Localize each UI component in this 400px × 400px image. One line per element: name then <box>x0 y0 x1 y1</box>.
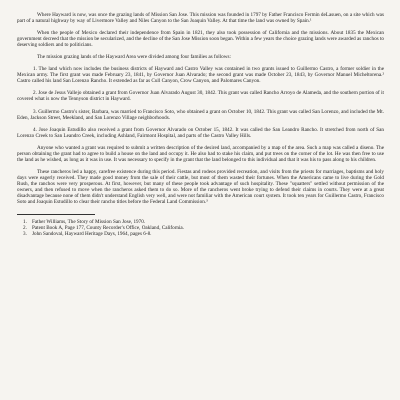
list-item-estudillo-grant: 4. Jose Joaquin Estudillo also received a grant from Governor Alvarado on October 15, 1842. It was called the San Leandro Rancho. It stretched from north of San Lorenzo Creek to San Leandro Creek, including Ashland, Fairmont Hospital, and parts of the Castro Valley Hills. <box>17 126 384 139</box>
footnote-text: Father Williams, The Story of Mission San Jose, 1970. <box>32 218 146 225</box>
paragraph-mission-history: Where Hayward is now, was once the grazing lands of Mission San Jose. This mission was founded in 1797 by Father Francisco Fermin deLasuen, on a site which was part of a natural highway by way of Livermore Valley and Niles Canyon to the San Joaquin Valley. At that time the land was owned by Spain.¹ <box>17 12 384 24</box>
footnote-number: 3. <box>23 230 27 237</box>
paragraph-mexican-independence: When the people of Mexico declared their independence from Spain in 1821, they also took possession of California and the missions. About 1835 the Mexican government decreed that the mission be secularized, and the decline of the San Jose Mission soon began. Within a few years the choice grazing lands were awarded as ranchos to deserving soldiers and to politicians. <box>17 30 384 49</box>
list-item-soto-grant: 3. Guillermo Castro's sister, Barbara, was married to Francisco Soto, who obtained a grant on October 10, 1842. This grant was called San Lorenzo, and included the Mt. Eden, Jackson Street, Meekland, and San Lorenzo Village neighborhoods. <box>17 108 384 121</box>
footnote-text: John Sandoval, Hayward Heritage Days, 1964, pages 6-8. <box>32 230 152 237</box>
paragraph-ranchero-life: These rancheros led a happy, carefree existence during this period. Fiestas and rodeos provided recreation, and visits from the priests for marriages, baptisms and holy days were eagerly received. They made good money from the sale of their cattle, but most of them wasted their fortunes. When the Americans came to live during the Gold Rush, the ranchos were very prosperous. At first, however, but many of these people took advantage of such hospitality. These "squatters" settled without permission of the owners, and then refused to move when the rancheros asked them to do so. More of the rancheros went broke trying to defend their claims in courts. They were at a great disadvantage because none of them didn't understand English very well, and were not familiar with the American court system. It took ten years for Guillermo Castro, Francisco Soto and Joaquin Estudillo to clear their rancho titles before the Federal Land Commission.³ <box>17 168 384 205</box>
list-item-vallejo-grant: 2. Jose de Jesus Vallejo obtained a grant from Governor Juan Alvarado August 30, 1842. This grant was called Rancho Arroyo de Alameda, and the southern portion of it covered what is now the Tennyson district in Hayward. <box>17 90 384 103</box>
paragraph-grazing-lands-intro: The mission grazing lands of the Hayward Area were divided among four families as follows: <box>37 54 231 61</box>
list-item-castro-grant: 1. The land which now includes the business districts of Hayward and Castro Valley was contained in two grants issued to Guillermo Castro, a former soldier in the Mexican army. The first grant was made February 23, 1841, by Governor Juan Alvarado; the second grant was made October 23, 1843, by Governor Manuel Micheltorena.² Castro called his land San Lorenzo Rancho. It extended as far as Cull Canyon, Crow Canyon, and Palomares Canyon. <box>17 66 384 85</box>
footnote-item <box>17 231 384 237</box>
footnote-text: Patent Book A, Page 177, County Recorder's Office, Oakland, California. <box>32 224 185 231</box>
footnotes-list <box>17 219 384 237</box>
footnote-number: 1. <box>23 218 27 225</box>
paragraph-grant-requirements: Anyone who wanted a grant was required to submit a written description of the desired land, accompanied by a map of the area. Such a map was called a diseno. The person obtaining the grant had to agree to build a house on the land and occupy it. He also had to stake his claim, and put trees on the corner of the lot. He was then free to use the land as he wished, as long as it was in use. It was necessary to specify in the grant that the land belonged to this individual and that it was his to pass along to his children. <box>17 144 384 163</box>
footnote-number: 2. <box>23 224 27 231</box>
footnote-divider <box>17 214 95 215</box>
